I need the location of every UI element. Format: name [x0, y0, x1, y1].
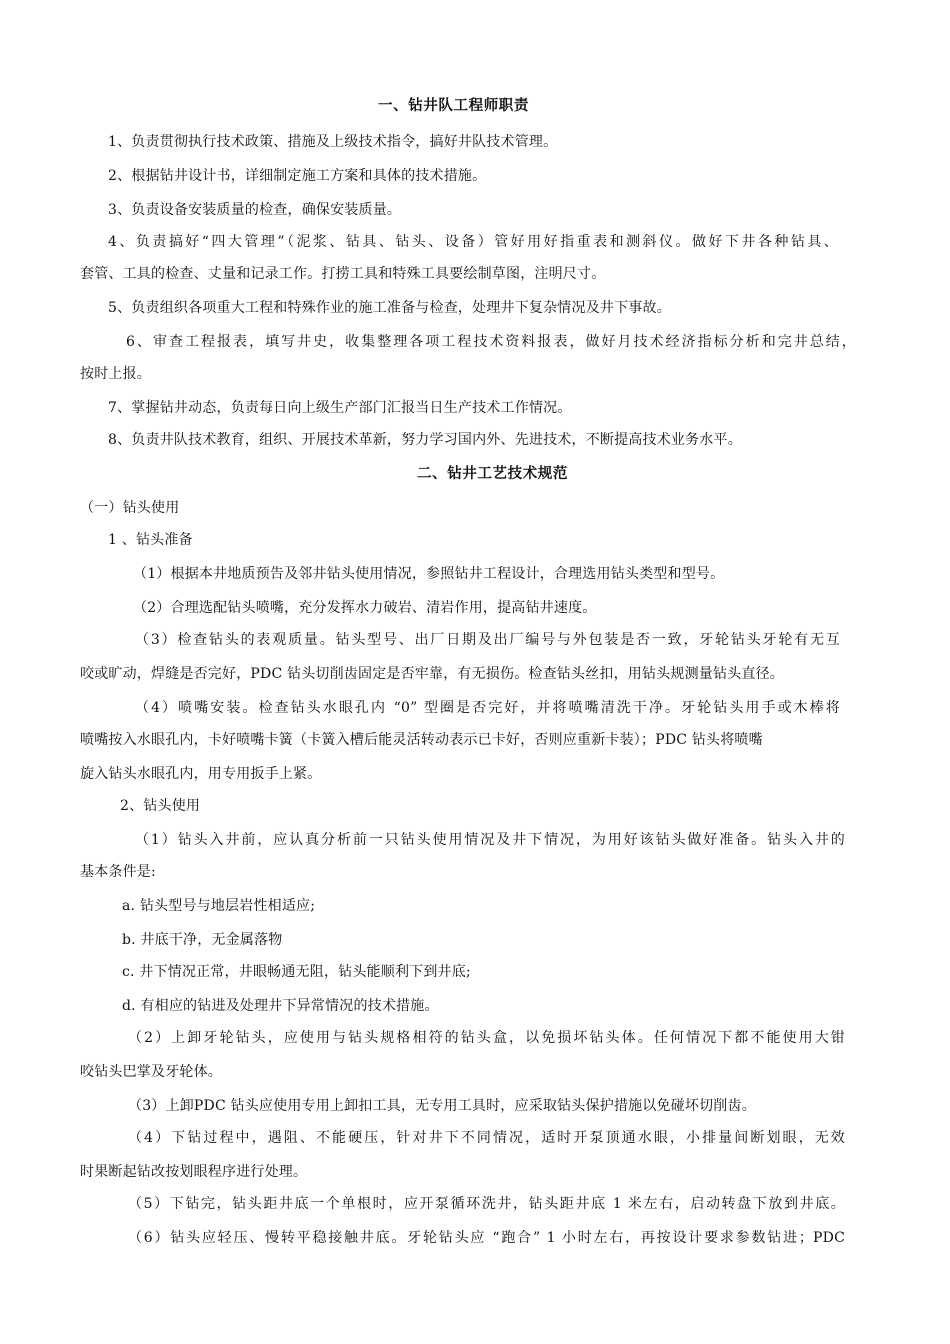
use-item-5: （5）下钻完，钻头距井底一个单根时，应开泵循环洗井，钻头距井底 1 米左右，启动转盘下放到井底。 — [128, 1196, 845, 1212]
duty-item-7: 7、掌握钻井动态，负责每日向上级生产部门汇报当日生产技术工作情况。 — [108, 400, 572, 416]
section-1-title: 一、钻井队工程师职责 — [378, 97, 529, 114]
prep-item-4-cont2: 旋入钻头水眼孔内，用专用扳手上紧。 — [80, 766, 322, 782]
prep-item-4-cont1: 喷嘴按入水眼孔内，卡好喷嘴卡簧（卡簧入槽后能灵活转动表示已卡好，否则应重新卡装）；PDC 钻头将喷嘴 — [80, 732, 763, 748]
use-condition-a: a. 钻头型号与地层岩性相适应; — [122, 898, 316, 914]
duty-item-1: 1、负责贯彻执行技术政策、措施及上级技术指令，搞好井队技术管理。 — [108, 134, 558, 150]
duty-item-6-cont: 按时上报。 — [80, 366, 151, 382]
use-item-3: （3）上卸PDC 钻头应使用专用上卸扣工具，无专用工具时，应采取钻头保护措施以免碰坏切削齿。 — [128, 1098, 756, 1114]
section-2-title: 二、钻井工艺技术规范 — [417, 465, 568, 482]
use-item-2-cont: 咬钻头巴掌及牙轮体。 — [80, 1064, 222, 1080]
duty-item-6: 6、审查工程报表，填写井史，收集整理各项工程技术资料报表，做好月技术经济指标分析和完井总结， — [126, 334, 856, 350]
use-item-2: （2）上卸牙轮钻头，应使用与钻头规格相符的钻头盒，以免损坏钻头体。任何情况下都不能使用大钳 — [128, 1030, 845, 1046]
use-condition-b: b. 井底干净，无金属落物 — [122, 932, 283, 948]
use-item-6: （6）钻头应轻压、慢转平稳接触井底。牙轮钻头应 “跑合” 1 小时左右，再按设计要求参数钻进；PDC — [128, 1230, 845, 1246]
subsection-bit-usage: （一）钻头使用 — [80, 500, 180, 516]
duty-item-4-cont: 套管、工具的检查、丈量和记录工作。打捞工具和特殊工具要绘制草图，注明尺寸。 — [80, 266, 606, 282]
prep-item-2: （2）合理选配钻头喷嘴，充分发挥水力破岩、清岩作用，提高钻井速度。 — [133, 600, 597, 616]
use-condition-c: c. 井下情况正常，井眼畅通无阻，钻头能顺利下到井底; — [122, 964, 471, 980]
prep-item-1: （1）根据本井地质预告及邻井钻头使用情况，参照钻井工程设计，合理选用钻头类型和型号。 — [133, 566, 725, 582]
use-item-1: （1）钻头入井前，应认真分析前一只钻头使用情况及井下情况，为用好该钻头做好准备。钻头入井的 — [135, 832, 845, 848]
subheading-bit-use: 2、钻头使用 — [120, 798, 201, 814]
prep-item-3: （3）检查钻头的表观质量。钻头型号、出厂日期及出厂编号与外包装是否一致，牙轮钻头牙轮有无互 — [135, 632, 840, 648]
use-item-4-cont: 时果断起钻改按划眼程序进行处理。 — [80, 1164, 308, 1180]
prep-item-3-cont: 咬或旷动，焊缝是否完好，PDC 钻头切削齿固定是否牢靠，有无损伤。检查钻头丝扣，用钻头规测量钻头直径。 — [80, 666, 785, 682]
duty-item-8: 8、负责井队技术教育，组织、开展技术革新，努力学习国内外、先进技术，不断提高技术业务水平。 — [108, 432, 742, 448]
use-condition-d: d. 有相应的钻进及处理井下异常情况的技术措施。 — [122, 998, 439, 1014]
duty-item-4: 4、负责搞好“四大管理”（泥浆、钻具、钻头、设备）管好用好指重表和测斜仪。做好下井各种钻具、 — [108, 234, 838, 250]
use-item-1-cont: 基本条件是: — [80, 864, 156, 880]
subheading-bit-prep: 1 、钻头准备 — [108, 532, 193, 548]
duty-item-3: 3、负责设备安装质量的检查，确保安装质量。 — [108, 202, 402, 218]
use-item-4: （4）下钻过程中，遇阻、不能硬压，针对井下不同情况，适时开泵顶通水眼，小排量间断划眼，无效 — [128, 1130, 845, 1146]
prep-item-4: （4）喷嘴安装。检查钻头水眼孔内 “0” 型圈是否完好，并将喷嘴清洗干净。牙轮钻头用手或木棒将 — [135, 700, 840, 716]
duty-item-5: 5、负责组织各项重大工程和特殊作业的施工准备与检查，处理井下复杂情况及井下事故。 — [108, 300, 671, 316]
duty-item-2: 2、根据钻井设计书，详细制定施工方案和具体的技术措施。 — [108, 168, 487, 184]
